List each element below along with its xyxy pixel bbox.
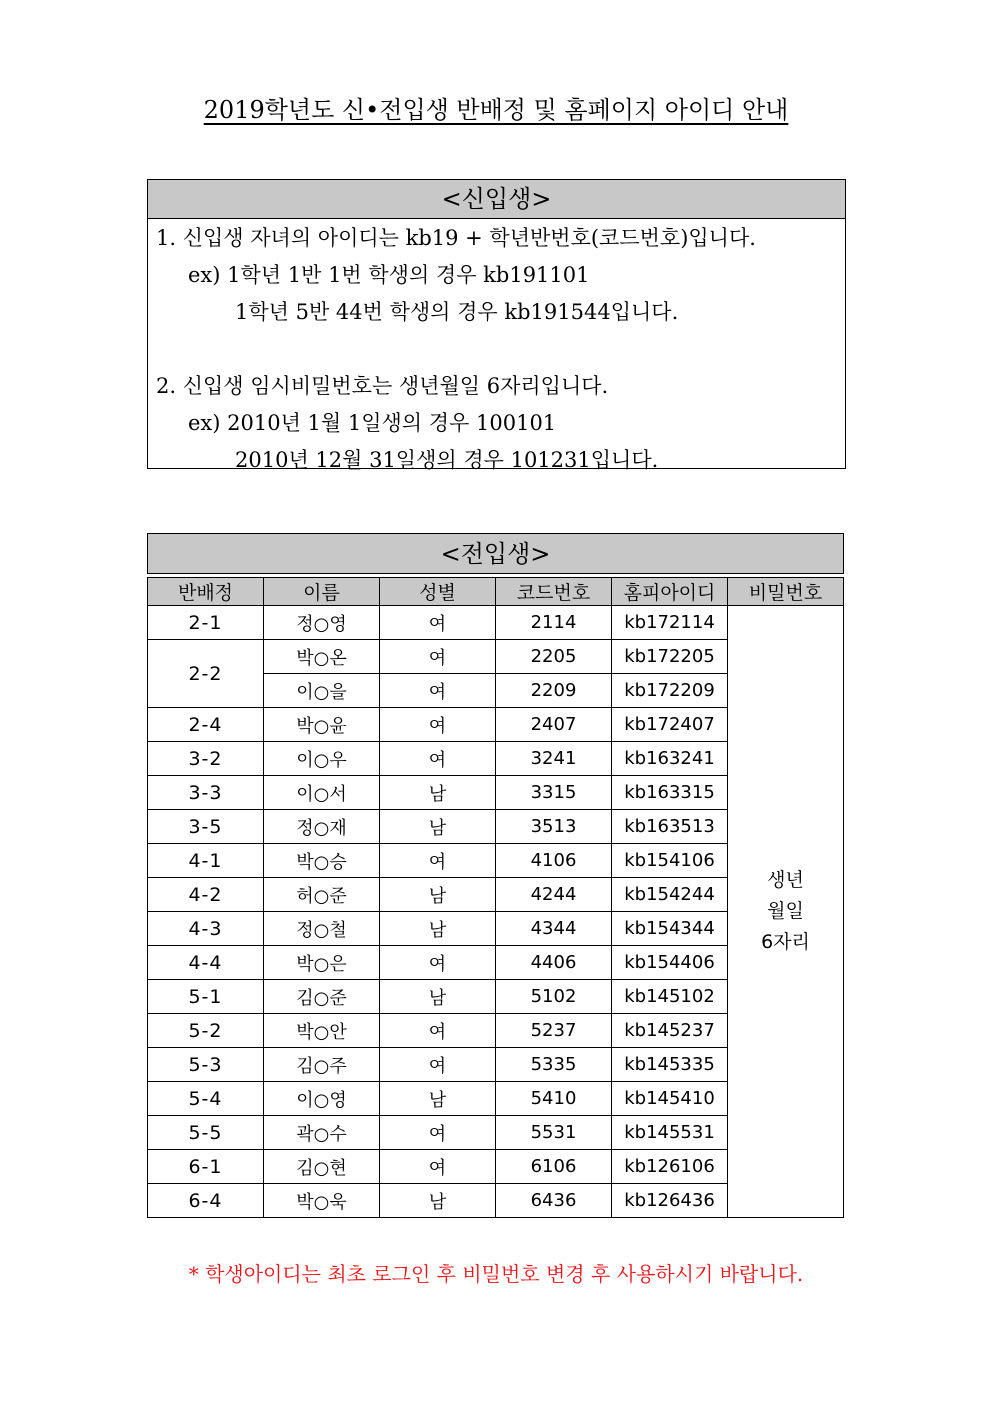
- class-cell: 2-1: [148, 606, 264, 640]
- class-cell: 3-3: [148, 776, 264, 810]
- class-cell: 6-4: [148, 1184, 264, 1218]
- class-cell: 3-5: [148, 810, 264, 844]
- homepage-id-cell: kb163513: [612, 810, 728, 844]
- class-cell: 4-1: [148, 844, 264, 878]
- freshmen-line-6: 2010년 12월 31일생의 경우 101231입니다.: [235, 448, 659, 472]
- class-cell: 3-2: [148, 742, 264, 776]
- homepage-id-cell: kb154406: [612, 946, 728, 980]
- homepage-id-cell: kb163315: [612, 776, 728, 810]
- code-cell: 2205: [496, 640, 612, 674]
- homepage-id-cell: kb145237: [612, 1014, 728, 1048]
- code-cell: 5102: [496, 980, 612, 1014]
- code-cell: 4344: [496, 912, 612, 946]
- gender-cell: 여: [380, 1116, 496, 1150]
- name-cell: 이○을: [264, 674, 380, 708]
- password-note-line: 6자리: [761, 931, 810, 953]
- homepage-id-cell: kb126106: [612, 1150, 728, 1184]
- name-cell: 박○승: [264, 844, 380, 878]
- code-cell: 5410: [496, 1082, 612, 1116]
- homepage-id-cell: kb154344: [612, 912, 728, 946]
- gender-cell: 여: [380, 742, 496, 776]
- name-cell: 이○영: [264, 1082, 380, 1116]
- freshmen-line-1: 1. 신입생 자녀의 아이디는 kb19 + 학년반번호(코드번호)입니다.: [156, 226, 756, 250]
- name-cell: 김○준: [264, 980, 380, 1014]
- column-header-gender: 성별: [380, 578, 496, 606]
- gender-cell: 남: [380, 912, 496, 946]
- gender-cell: 여: [380, 1150, 496, 1184]
- gender-cell: 여: [380, 1048, 496, 1082]
- password-change-notice: * 학생아이디는 최초 로그인 후 비밀번호 변경 후 사용하시기 바랍니다.: [188, 1262, 804, 1286]
- column-header-code: 코드번호: [496, 578, 612, 606]
- freshmen-line-4: 2. 신입생 임시비밀번호는 생년월일 6자리입니다.: [156, 374, 609, 398]
- name-cell: 박○은: [264, 946, 380, 980]
- name-cell: 허○준: [264, 878, 380, 912]
- table-row: [148, 606, 844, 640]
- freshmen-line-2: ex) 1학년 1반 1번 학생의 경우 kb191101: [188, 263, 590, 287]
- homepage-id-cell: kb172407: [612, 708, 728, 742]
- class-cell: 5-1: [148, 980, 264, 1014]
- name-cell: 이○서: [264, 776, 380, 810]
- code-cell: 3513: [496, 810, 612, 844]
- class-cell: 2-4: [148, 708, 264, 742]
- class-cell: 4-4: [148, 946, 264, 980]
- page-title: 2019학년도 신•전입생 반배정 및 홈페이지 아이디 안내: [203, 96, 789, 124]
- gender-cell: 여: [380, 946, 496, 980]
- table-header-row: [148, 578, 844, 606]
- gender-cell: 남: [380, 980, 496, 1014]
- class-cell: 4-3: [148, 912, 264, 946]
- class-cell: 4-2: [148, 878, 264, 912]
- freshmen-box: [147, 179, 846, 472]
- code-cell: 4244: [496, 878, 612, 912]
- homepage-id-cell: kb163241: [612, 742, 728, 776]
- homepage-id-cell: kb145102: [612, 980, 728, 1014]
- code-cell: 5335: [496, 1048, 612, 1082]
- gender-cell: 남: [380, 776, 496, 810]
- gender-cell: 남: [380, 1082, 496, 1116]
- name-cell: 정○재: [264, 810, 380, 844]
- homepage-id-cell: kb172114: [612, 606, 728, 640]
- transfer-table: [147, 577, 844, 1218]
- password-note-line: 월일: [767, 900, 804, 922]
- homepage-id-cell: kb145335: [612, 1048, 728, 1082]
- gender-cell: 여: [380, 674, 496, 708]
- homepage-id-cell: kb126436: [612, 1184, 728, 1218]
- name-cell: 박○욱: [264, 1184, 380, 1218]
- gender-cell: 남: [380, 1184, 496, 1218]
- name-cell: 박○안: [264, 1014, 380, 1048]
- homepage-id-cell: kb145410: [612, 1082, 728, 1116]
- freshmen-line-5: ex) 2010년 1월 1일생의 경우 100101: [188, 411, 557, 435]
- name-cell: 김○현: [264, 1150, 380, 1184]
- column-header-password: 비밀번호: [728, 578, 844, 606]
- code-cell: 4406: [496, 946, 612, 980]
- gender-cell: 여: [380, 1014, 496, 1048]
- transfer-heading: <전입생>: [147, 533, 844, 574]
- code-cell: 3241: [496, 742, 612, 776]
- freshmen-line-3: 1학년 5반 44번 학생의 경우 kb191544입니다.: [235, 300, 679, 324]
- code-cell: 2209: [496, 674, 612, 708]
- code-cell: 5237: [496, 1014, 612, 1048]
- code-cell: 2407: [496, 708, 612, 742]
- name-cell: 정○영: [264, 606, 380, 640]
- code-cell: 3315: [496, 776, 612, 810]
- password-note-cell: [728, 606, 844, 1218]
- homepage-id-cell: kb172209: [612, 674, 728, 708]
- homepage-id-cell: kb154106: [612, 844, 728, 878]
- code-cell: 5531: [496, 1116, 612, 1150]
- name-cell: 곽○수: [264, 1116, 380, 1150]
- name-cell: 박○윤: [264, 708, 380, 742]
- class-cell: 5-3: [148, 1048, 264, 1082]
- gender-cell: 남: [380, 810, 496, 844]
- class-cell: 2-2: [148, 640, 264, 708]
- homepage-id-cell: kb145531: [612, 1116, 728, 1150]
- password-note-line: 생년: [767, 869, 804, 891]
- code-cell: 2114: [496, 606, 612, 640]
- gender-cell: 남: [380, 878, 496, 912]
- class-cell: 5-5: [148, 1116, 264, 1150]
- column-header-id: 홈피아이디: [612, 578, 728, 606]
- name-cell: 이○우: [264, 742, 380, 776]
- gender-cell: 여: [380, 708, 496, 742]
- gender-cell: 여: [380, 640, 496, 674]
- name-cell: 박○온: [264, 640, 380, 674]
- code-cell: 4106: [496, 844, 612, 878]
- class-cell: 5-2: [148, 1014, 264, 1048]
- code-cell: 6106: [496, 1150, 612, 1184]
- name-cell: 정○철: [264, 912, 380, 946]
- gender-cell: 여: [380, 844, 496, 878]
- homepage-id-cell: kb154244: [612, 878, 728, 912]
- column-header-name: 이름: [264, 578, 380, 606]
- code-cell: 6436: [496, 1184, 612, 1218]
- column-header-class: 반배정: [148, 578, 264, 606]
- name-cell: 김○주: [264, 1048, 380, 1082]
- homepage-id-cell: kb172205: [612, 640, 728, 674]
- freshmen-heading: <신입생>: [148, 180, 845, 219]
- gender-cell: 여: [380, 606, 496, 640]
- class-cell: 5-4: [148, 1082, 264, 1116]
- class-cell: 6-1: [148, 1150, 264, 1184]
